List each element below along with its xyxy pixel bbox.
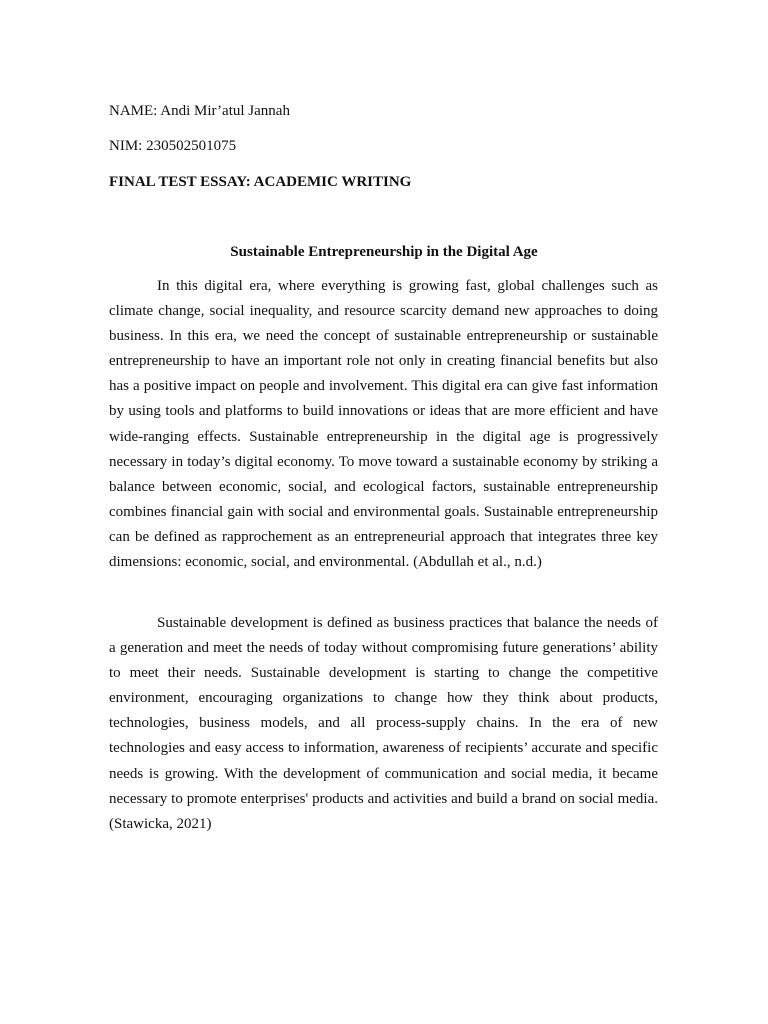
test-heading: FINAL TEST ESSAY: ACADEMIC WRITING bbox=[109, 174, 412, 190]
essay-paragraph: Sustainable development is defined as business practices that balance the needs of a generation and meet the needs of today without compromising future generations’ ability to meet their needs. Sustainable development is starting to change the competitive environment, encouraging organizations to change how they think about products, technologies, business models, and all process-supply chains. In the era of new technologies and easy access to information, awareness of recipients’ accurate and specific needs is growing. With the development of communication and social media, it became necessary to promote enterprises' products and activities and build a brand on social media. (Stawicka, 2021) bbox=[109, 615, 658, 832]
essay-title: Sustainable Entrepreneurship in the Digital Age bbox=[230, 244, 538, 260]
student-name: NAME: Andi Mir’atul Jannah bbox=[109, 103, 290, 119]
essay-paragraph: In this digital era, where everything is growing fast, global challenges such as climate change, social inequality, and resource scarcity demand new approaches to doing business. In this era, we need the concept of sustainable entrepreneurship or sustainable entrepreneurship to have an important role not only in creating financial benefits but also has a positive impact on people and involvement. This digital era can give fast information by using tools and platforms to build innovations or ideas that are more efficient and have wide-ranging effects. Sustainable entrepreneurship in the digital age is progressively necessary in today’s digital economy. To move toward a sustainable economy by striking a balance between economic, social, and ecological factors, sustainable entrepreneurship combines financial gain with social and environmental goals. Sustainable entrepreneurship can be defined as rapprochement as an entrepreneurial approach that integrates three key dimensions: economic, social, and environmental. (Abdullah et al., n.d.) bbox=[109, 278, 658, 571]
student-nim: NIM: 230502501075 bbox=[109, 138, 237, 154]
